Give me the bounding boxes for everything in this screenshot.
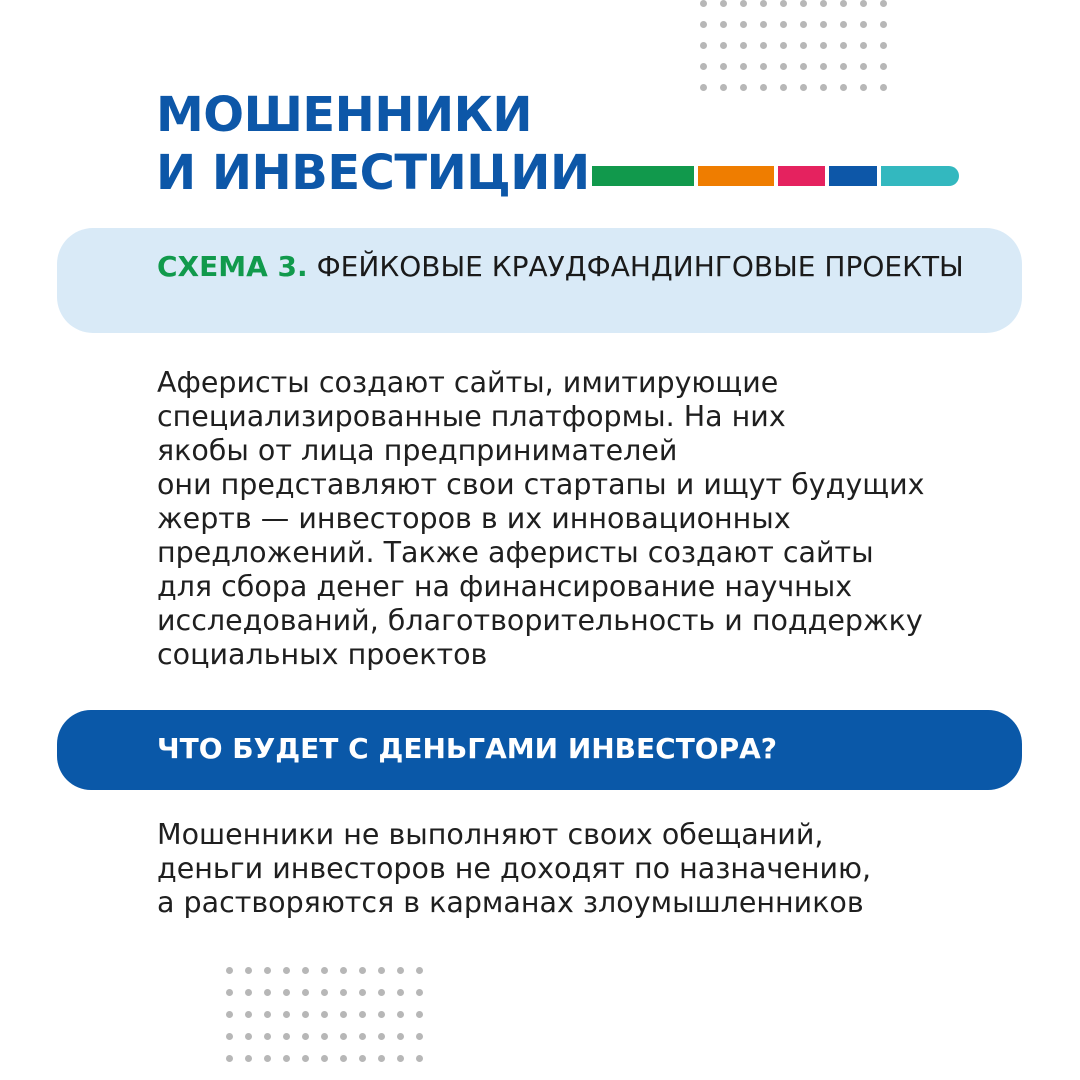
- stripe-blue: [829, 166, 877, 186]
- stripe-pink: [778, 166, 825, 186]
- decorative-dot: [740, 0, 747, 7]
- decorative-dot: [740, 84, 747, 91]
- page-title-line-1: МОШЕННИКИ: [156, 87, 533, 143]
- decorative-dot: [840, 63, 847, 70]
- decorative-dot: [226, 967, 233, 974]
- decorative-dot: [302, 1011, 309, 1018]
- scheme-number-label: СХЕМА 3.: [157, 250, 308, 283]
- decorative-dot: [780, 21, 787, 28]
- decorative-dot: [880, 21, 887, 28]
- decorative-dot: [416, 967, 423, 974]
- answer-line: деньги инвесторов не доходят по назначению,: [157, 852, 872, 885]
- description-line: для сбора денег на финансирование научных: [157, 570, 853, 603]
- description-line: они представляют свои стартапы и ищут будущих: [157, 468, 925, 501]
- decorative-dot: [321, 1011, 328, 1018]
- decorative-dot: [340, 1055, 347, 1062]
- description-line: жертв — инвесторов в их инновационных: [157, 502, 791, 535]
- decorative-dot: [226, 989, 233, 996]
- decorative-dot: [840, 21, 847, 28]
- decorative-dot: [740, 63, 747, 70]
- description-line: специализированные платформы. На них: [157, 400, 786, 433]
- decorative-dot: [397, 1055, 404, 1062]
- decorative-dot: [860, 84, 867, 91]
- decorative-dot: [264, 989, 271, 996]
- decorative-dot: [880, 42, 887, 49]
- answer-line: а растворяются в карманах злоумышленников: [157, 886, 864, 919]
- decorative-dot: [321, 1033, 328, 1040]
- decorative-dot-grid-top: [700, 0, 887, 91]
- decorative-dot: [780, 63, 787, 70]
- decorative-dot: [880, 84, 887, 91]
- decorative-dot: [720, 84, 727, 91]
- decorative-dot: [245, 1011, 252, 1018]
- decorative-dot: [860, 42, 867, 49]
- decorative-dot: [720, 63, 727, 70]
- decorative-dot: [340, 989, 347, 996]
- decorative-dot: [780, 0, 787, 7]
- decorative-dot: [321, 989, 328, 996]
- description-line: социальных проектов: [157, 638, 488, 671]
- decorative-dot: [800, 0, 807, 7]
- decorative-dot: [860, 21, 867, 28]
- decorative-dot: [860, 63, 867, 70]
- decorative-dot: [359, 967, 366, 974]
- decorative-dot: [302, 1055, 309, 1062]
- answer-text: [157, 818, 871, 920]
- decorative-dot: [397, 967, 404, 974]
- stripe-teal: [881, 166, 959, 186]
- description-line: якобы от лица предпринимателей: [157, 434, 678, 467]
- scheme-title: ФЕЙКОВЫЕ КРАУДФАНДИНГОВЫЕ ПРОЕКТЫ: [307, 250, 964, 283]
- decorative-dot: [880, 63, 887, 70]
- description-line: исследований, благотворительность и поддержку: [157, 604, 923, 637]
- decorative-dot: [302, 967, 309, 974]
- stripe-green: [592, 166, 694, 186]
- page-title-line-2: И ИНВЕСТИЦИИ: [156, 145, 590, 201]
- decorative-dot: [378, 967, 385, 974]
- decorative-dot: [416, 1055, 423, 1062]
- decorative-dot: [226, 1055, 233, 1062]
- decorative-dot: [321, 967, 328, 974]
- decorative-dot: [378, 1011, 385, 1018]
- decorative-dot: [226, 1033, 233, 1040]
- decorative-dot: [416, 1011, 423, 1018]
- decorative-dot: [700, 42, 707, 49]
- scheme-description: [157, 366, 924, 672]
- decorative-dot: [245, 1033, 252, 1040]
- decorative-dot: [780, 42, 787, 49]
- decorative-dot: [800, 63, 807, 70]
- decorative-dot: [359, 989, 366, 996]
- decorative-dot: [245, 989, 252, 996]
- decorative-dot: [800, 21, 807, 28]
- decorative-dot: [340, 1033, 347, 1040]
- decorative-dot: [340, 967, 347, 974]
- decorative-dot: [416, 1033, 423, 1040]
- stripe-orange: [698, 166, 774, 186]
- decorative-dot: [264, 967, 271, 974]
- page-title: [156, 86, 590, 202]
- decorative-dot: [264, 1033, 271, 1040]
- decorative-dot: [800, 84, 807, 91]
- decorative-dot: [397, 1033, 404, 1040]
- decorative-dot: [397, 1011, 404, 1018]
- decorative-dot: [760, 21, 767, 28]
- decorative-dot: [840, 84, 847, 91]
- decorative-dot: [245, 967, 252, 974]
- decorative-dot: [283, 1011, 290, 1018]
- decorative-dot: [378, 989, 385, 996]
- decorative-dot: [226, 1011, 233, 1018]
- decorative-dot: [321, 1055, 328, 1062]
- decorative-dot: [820, 21, 827, 28]
- decorative-dot: [740, 42, 747, 49]
- decorative-dot: [378, 1033, 385, 1040]
- decorative-dot: [264, 1055, 271, 1062]
- decorative-dot: [780, 84, 787, 91]
- decorative-dot: [264, 1011, 271, 1018]
- decorative-dot: [820, 0, 827, 7]
- decorative-dot: [302, 989, 309, 996]
- decorative-dot: [700, 0, 707, 7]
- decorative-dot: [760, 84, 767, 91]
- description-line: Аферисты создают сайты, имитирующие: [157, 366, 779, 399]
- decorative-dot: [359, 1033, 366, 1040]
- decorative-dot: [283, 967, 290, 974]
- decorative-dot: [283, 989, 290, 996]
- decorative-dot: [820, 42, 827, 49]
- decorative-dot: [760, 0, 767, 7]
- description-line: предложений. Также аферисты создают сайты: [157, 536, 874, 569]
- decorative-dot: [302, 1033, 309, 1040]
- decorative-dot: [760, 42, 767, 49]
- color-stripe-bar: [592, 166, 959, 186]
- answer-line: Мошенники не выполняют своих обещаний,: [157, 818, 824, 851]
- decorative-dot: [720, 21, 727, 28]
- decorative-dot: [283, 1055, 290, 1062]
- decorative-dot: [359, 1011, 366, 1018]
- decorative-dot: [720, 0, 727, 7]
- decorative-dot: [740, 21, 747, 28]
- decorative-dot: [245, 1055, 252, 1062]
- decorative-dot: [359, 1055, 366, 1062]
- decorative-dot: [700, 84, 707, 91]
- decorative-dot: [840, 0, 847, 7]
- decorative-dot: [378, 1055, 385, 1062]
- decorative-dot: [416, 989, 423, 996]
- decorative-dot: [860, 0, 867, 7]
- decorative-dot: [397, 989, 404, 996]
- decorative-dot: [340, 1011, 347, 1018]
- decorative-dot-grid-bottom: [226, 967, 423, 1062]
- decorative-dot: [820, 84, 827, 91]
- question-heading: ЧТО БУДЕТ С ДЕНЬГАМИ ИНВЕСТОРА?: [157, 732, 778, 765]
- decorative-dot: [283, 1033, 290, 1040]
- decorative-dot: [760, 63, 767, 70]
- decorative-dot: [820, 63, 827, 70]
- decorative-dot: [720, 42, 727, 49]
- decorative-dot: [700, 63, 707, 70]
- decorative-dot: [840, 42, 847, 49]
- decorative-dot: [880, 0, 887, 7]
- scheme-heading: [157, 250, 977, 283]
- decorative-dot: [700, 21, 707, 28]
- decorative-dot: [800, 42, 807, 49]
